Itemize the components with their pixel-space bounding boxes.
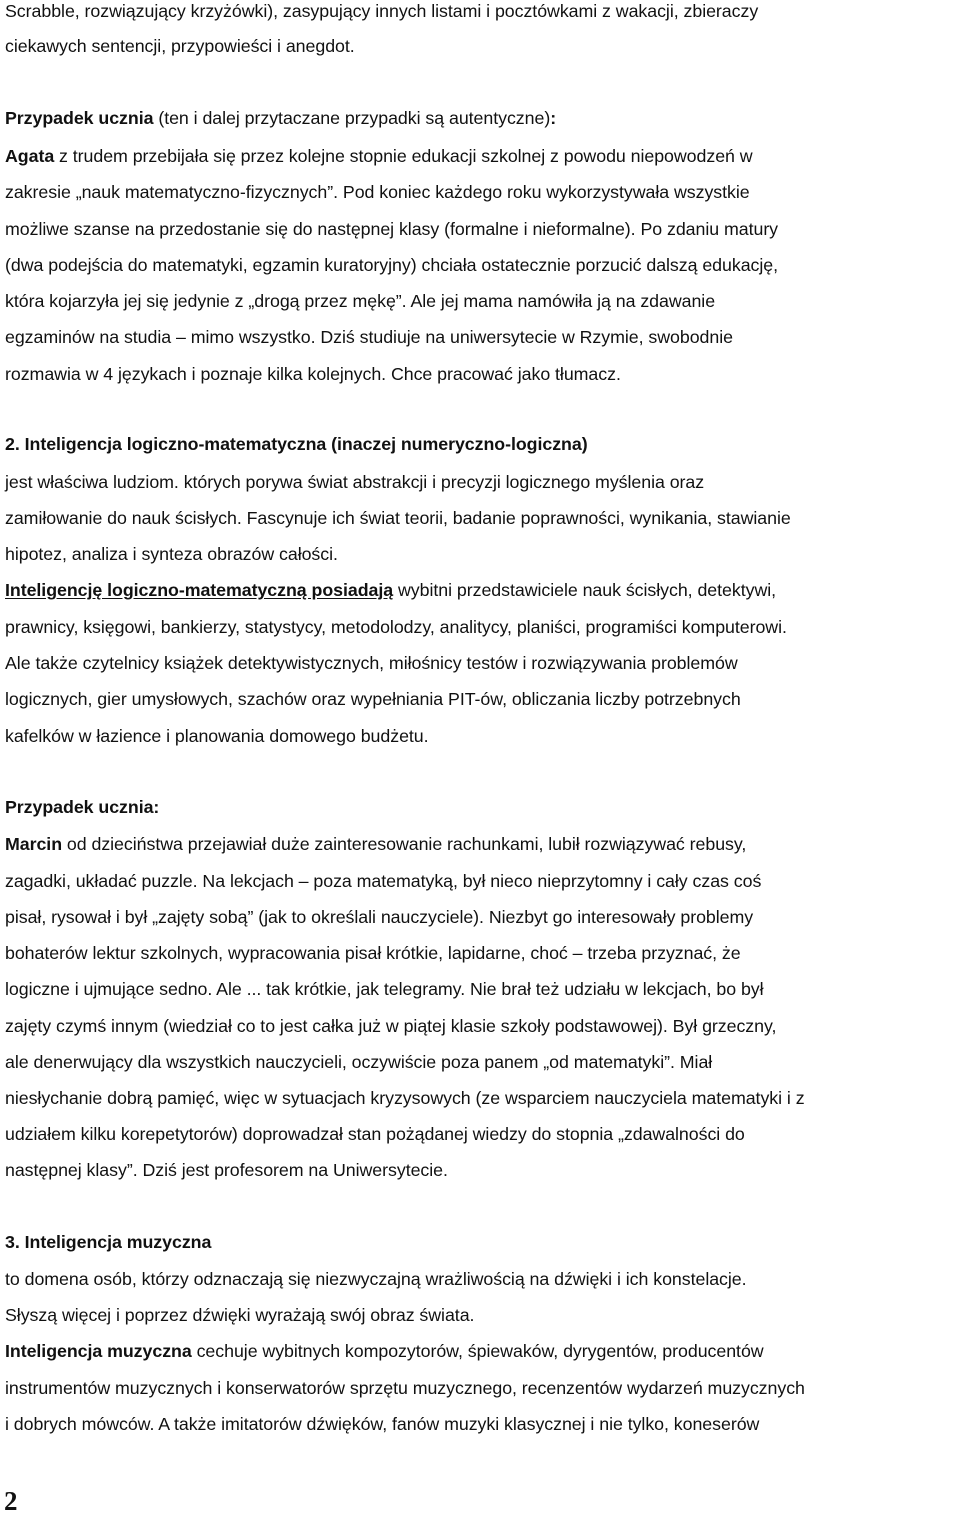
text-span: cechuje wybitnych kompozytorów, śpiewaków, dyrygentów, producentów <box>191 1341 764 1361</box>
text-span: Przypadek ucznia: <box>5 797 160 817</box>
text-line <box>5 907 753 927</box>
text-line <box>5 1052 712 1072</box>
text-span: zajęty czymś innym (wiedział co to jest całka już w piątej klasie szkoły podstawowej). Był grzeczny, <box>5 1016 777 1036</box>
text-span: następnej klasy”. Dziś jest profesorem na Uniwersytecie. <box>5 1160 448 1180</box>
text-line <box>5 544 338 564</box>
case-heading: Przypadek ucznia <box>5 108 154 128</box>
section-heading <box>5 1232 211 1252</box>
text-span: bohaterów lektur szkolnych, wypracowania pisał krótkie, lapidarne, choć – trzeba przyznać, że <box>5 943 741 963</box>
text-line <box>5 219 778 239</box>
text-line <box>5 508 791 528</box>
text-span: od dzieciństwa przejawiał duże zainteresowanie rachunkami, lubił rozwiązywać rebusy, <box>62 834 747 854</box>
text-line <box>5 1088 805 1108</box>
text-span: która kojarzyła jej się jedynie z „drogą przez mękę”. Ale jej mama namówiła ją na zdawanie <box>5 291 716 311</box>
text-line <box>5 1016 776 1036</box>
page-number: 2 <box>4 1486 18 1516</box>
text-line <box>5 146 753 166</box>
text-span: zamiłowanie do nauk ścisłych. Fascynuje ich świat teorii, badanie poprawności, wynikania, stawianie <box>5 508 791 528</box>
text-line <box>5 617 787 637</box>
text-line <box>5 1124 745 1144</box>
text-span: Ale także czytelnicy książek detektywistycznych, miłośnicy testów i rozwiązywania problemów <box>5 653 738 673</box>
text-span: możliwe szanse na przedostanie się do następnej klasy (formalne i nieformalne). Po zdaniu matury <box>5 219 779 239</box>
text-span: Scrabble, rozwiązujący krzyżówki), zasypujący innych listami i pocztówkami z wakacji, zbieraczy <box>5 1 759 21</box>
text-span: jest właściwa ludziom. których porywa świat abstrakcji i precyzji logicznego myślenia oraz <box>5 472 705 492</box>
text-line <box>5 580 776 600</box>
text-span: egzaminów na studia – mimo wszystko. Dziś studiuje na uniwersytecie w Rzymie, swobodnie <box>5 327 733 347</box>
text-line <box>5 182 750 202</box>
text-line <box>5 327 733 347</box>
text-span: kafelków w łazience i planowania domowego budżetu. <box>5 726 429 746</box>
text-span: (dwa podejścia do matematyki, egzamin kuratoryjny) chciała ostatecznie porzucić dalszą edukację, <box>5 255 779 275</box>
text-span: hipotez, analiza i synteza obrazów całości. <box>5 544 338 564</box>
text-line <box>5 1378 805 1398</box>
text-span: i dobrych mówców. A także imitatorów dźwięków, fanów muzyki klasycznej i nie tylko, koneserów <box>5 1414 760 1434</box>
text-line <box>5 36 355 56</box>
text-span: z trudem przebijała się przez kolejne stopnie edukacji szkolnej z powodu niepowodzeń w <box>54 146 753 166</box>
text-line <box>5 1 758 21</box>
text-span: ciekawych sentencji, przypowieści i anegdot. <box>5 36 355 56</box>
student-name: Marcin <box>5 834 63 854</box>
case-heading <box>5 797 159 817</box>
text-line <box>5 1160 448 1180</box>
key-term: Inteligencję logiczno-matematyczną posiadają <box>5 580 394 600</box>
text-span: pisał, rysował i był „zajęty sobą” (jak to określali nauczyciele). Niezbyt go interesowały problemy <box>5 907 754 927</box>
text-span: logicznych, gier umysłowych, szachów oraz wypełniania PIT-ów, obliczania liczby potrzebnych <box>5 689 741 709</box>
text-line <box>5 689 741 709</box>
text-span: to domena osób, którzy odznaczają się niezwyczajną wrażliwością na dźwięki i ich konstelacje. <box>5 1269 747 1289</box>
text-line <box>5 291 715 311</box>
text-span: logiczne i ujmujące sedno. Ale ... tak krótkie, jak telegramy. Nie brał też udziału w lekcjach, bo był <box>5 979 764 999</box>
text-line <box>5 943 741 963</box>
text-line <box>5 1414 759 1434</box>
text-span: 3. Inteligencja muzyczna <box>5 1232 212 1252</box>
text-span: 2. Inteligencja logiczno-matematyczna (inaczej numeryczno-logiczna) <box>5 434 588 454</box>
text-line <box>5 979 764 999</box>
text-line <box>5 653 738 673</box>
student-name: Agata <box>5 146 55 166</box>
section-heading <box>5 434 588 454</box>
text-line <box>5 255 778 275</box>
text-span: wybitni przedstawiciele nauk ścisłych, detektywi, <box>393 580 777 600</box>
text-span: ale denerwujący dla wszystkich nauczycieli, oczywiście poza panem „od matematyki”. Miał <box>5 1052 713 1072</box>
text-span: udziałem kilku korepetytorów) doprowadzał stan pożądanej wiedzy do stopnia „zdawalności do <box>5 1124 745 1144</box>
text-span: (ten i dalej przytaczane przypadki są autentyczne) <box>153 108 551 128</box>
text-span: instrumentów muzycznych i konserwatorów sprzętu muzycznego, recenzentów wydarzeń muzycznych <box>5 1378 805 1398</box>
text-line <box>5 834 746 854</box>
text-span: niesłychanie dobrą pamięć, więc w sytuacjach kryzysowych (ze wsparciem nauczyciela matematyki i z <box>5 1088 805 1108</box>
text-span: : <box>550 108 557 128</box>
text-span: rozmawia w 4 językach i poznaje kilka kolejnych. Chce pracować jako tłumacz. <box>5 364 621 384</box>
text-span: zakresie „nauk matematyczno-fizycznych”. Pod koniec każdego roku wykorzystywała wszystkie <box>5 182 750 202</box>
text-line <box>5 726 429 746</box>
text-line <box>5 364 621 384</box>
text-line <box>5 1269 747 1289</box>
text-span: prawnicy, księgowi, bankierzy, statystycy, metodolodzy, analitycy, planiści, programiści komputerowi. <box>5 617 787 637</box>
key-term: Inteligencja muzyczna <box>5 1341 192 1361</box>
text-line <box>5 1305 474 1325</box>
text-span: Słyszą więcej i poprzez dźwięki wyrażają swój obraz świata. <box>5 1305 475 1325</box>
case-heading-line <box>5 108 556 128</box>
text-span: zagadki, układać puzzle. Na lekcjach – poza matematyką, był nieco nieprzytomny i cały czas coś <box>5 871 762 891</box>
text-line <box>5 472 704 492</box>
text-line <box>5 871 761 891</box>
text-line <box>5 1341 764 1361</box>
